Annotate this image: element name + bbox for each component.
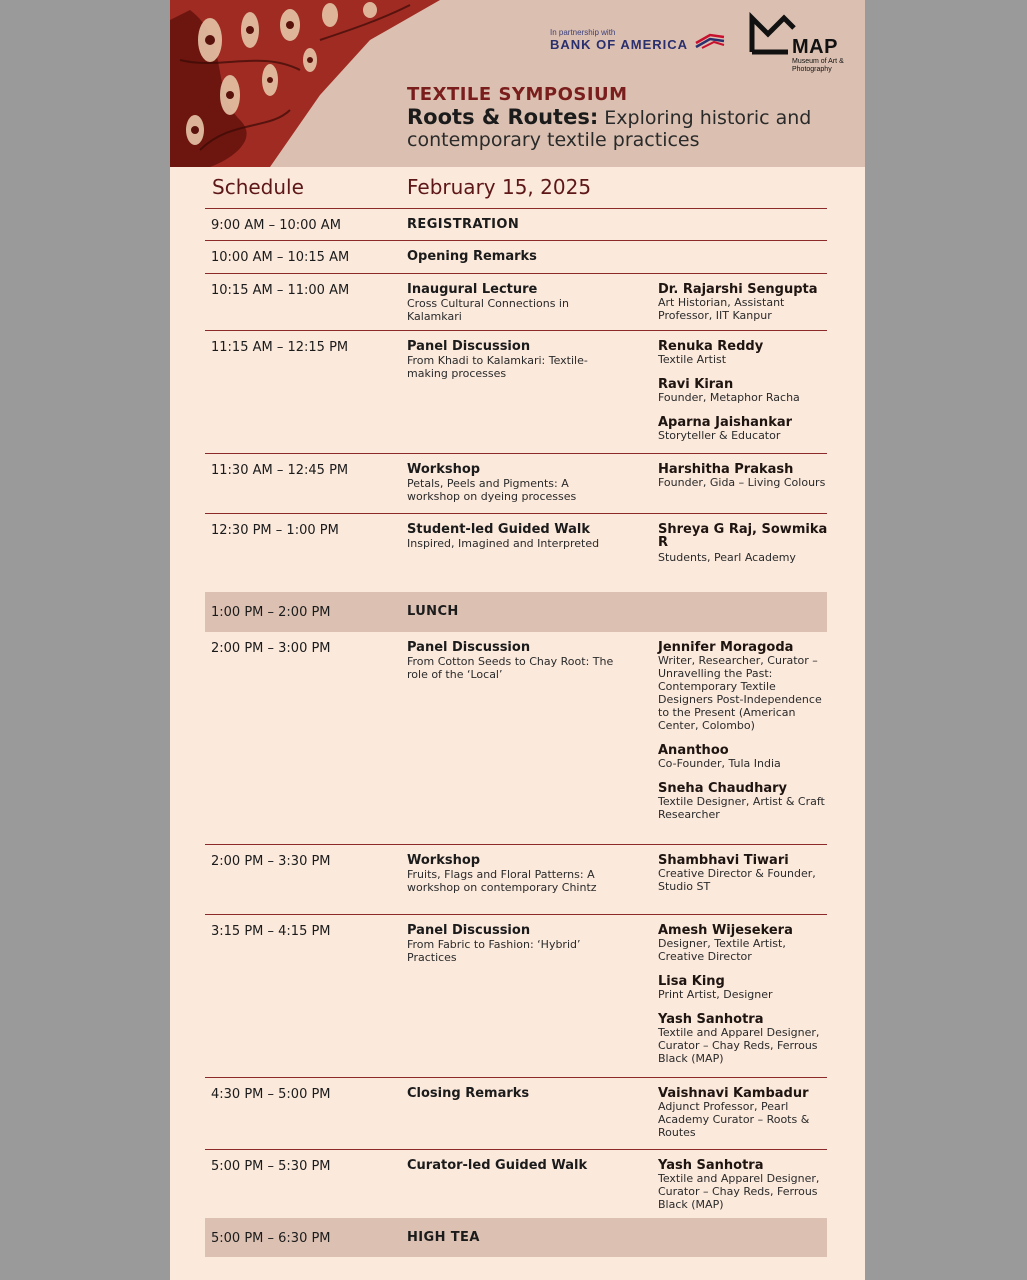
- session-title: Panel Discussion: [407, 640, 531, 655]
- speaker-name: Ananthoo: [658, 743, 729, 758]
- session-title: Curator-led Guided Walk: [407, 1158, 588, 1173]
- session-description: From Fabric to Fashion: ‘Hybrid’ Practices: [407, 938, 581, 964]
- speaker-list: [658, 924, 830, 1077]
- session-info: [407, 1231, 617, 1245]
- speaker: [658, 641, 830, 732]
- speaker-role: Print Artist, Designer: [658, 988, 773, 1001]
- speaker-list: [658, 340, 830, 454]
- speaker-role: Art Historian, Assistant Professor, IIT Kanpur: [658, 296, 785, 322]
- speaker: [658, 340, 830, 366]
- schedule-row: [205, 1150, 827, 1218]
- speaker-list: [658, 463, 830, 501]
- speaker-role: Creative Director & Founder, Studio ST: [658, 867, 816, 893]
- speaker-name: Aparna Jaishankar: [658, 415, 793, 430]
- speaker-list: [658, 283, 830, 334]
- session-time: 5:00 PM – 5:30 PM: [211, 1159, 331, 1174]
- session-description: Cross Cultural Connections in Kalamkari: [407, 297, 569, 323]
- session-info: [407, 641, 617, 681]
- schedule-label: Schedule: [212, 175, 304, 199]
- speaker-role: Storyteller & Educator: [658, 429, 781, 442]
- speaker: [658, 744, 830, 770]
- session-time: 9:00 AM – 10:00 AM: [211, 218, 341, 233]
- session-title: Workshop: [407, 853, 481, 868]
- org-abbreviation: MAP: [792, 36, 838, 58]
- speaker-name: Yash Sanhotra: [658, 1012, 764, 1027]
- partner-prefix: In partnership with: [550, 28, 616, 37]
- session-info: [407, 218, 617, 232]
- session-title: Opening Remarks: [407, 249, 537, 264]
- row-divider: [205, 240, 827, 241]
- speaker-role: Founder, Metaphor Racha: [658, 391, 800, 404]
- row-divider: [205, 1149, 827, 1150]
- session-time: 3:15 PM – 4:15 PM: [211, 924, 331, 939]
- speaker-role: Co-Founder, Tula India: [658, 757, 781, 770]
- session-time: 10:00 AM – 10:15 AM: [211, 250, 350, 265]
- speaker: [658, 854, 830, 893]
- session-description: From Khadi to Kalamkari: Textile-making processes: [407, 354, 588, 380]
- session-title: Student-led Guided Walk: [407, 522, 591, 537]
- speaker-name: Amesh Wijesekera: [658, 923, 793, 938]
- row-divider: [205, 208, 827, 209]
- row-divider: [205, 1077, 827, 1078]
- session-info: [407, 1159, 617, 1173]
- schedule-row: [205, 274, 827, 331]
- speaker-name: Jennifer Moragoda: [658, 640, 794, 655]
- kalamkari-artwork: [170, 0, 440, 167]
- session-description: Fruits, Flags and Floral Patterns: A workshop on contemporary Chintz: [407, 868, 597, 894]
- session-title: Workshop: [407, 462, 481, 477]
- schedule-row: [205, 331, 827, 454]
- speaker-role: Students, Pearl Academy: [658, 551, 796, 564]
- speaker-role: Textile and Apparel Designer, Curator – Chay Reds, Ferrous Black (MAP): [658, 1026, 820, 1065]
- row-divider: [205, 513, 827, 514]
- speaker-list: [658, 523, 830, 576]
- session-info: [407, 854, 617, 894]
- speaker: [658, 924, 830, 963]
- session-info: [407, 340, 617, 380]
- row-divider: [205, 273, 827, 274]
- session-time: 11:15 AM – 12:15 PM: [211, 340, 349, 355]
- schedule-row: [205, 454, 827, 514]
- speaker-role: Textile and Apparel Designer, Curator – Chay Reds, Ferrous Black (MAP): [658, 1172, 820, 1211]
- bank-flag-icon: [694, 33, 726, 49]
- speaker-name: Shreya G Raj, Sowmika R: [658, 522, 828, 550]
- speaker-name: Yash Sanhotra: [658, 1158, 764, 1173]
- speaker: [658, 523, 830, 564]
- event-title: [407, 106, 847, 151]
- speaker-list: [658, 1159, 830, 1223]
- session-title: LUNCH: [407, 604, 459, 619]
- speaker: [658, 1087, 830, 1139]
- speaker-list: [658, 641, 830, 833]
- speaker-list: [658, 854, 830, 905]
- session-description: Petals, Peels and Pigments: A workshop on dyeing processes: [407, 477, 577, 503]
- session-description: From Cotton Seeds to Chay Root: The role of the ‘Local’: [407, 655, 614, 681]
- session-title: Panel Discussion: [407, 339, 531, 354]
- session-title: HIGH TEA: [407, 1230, 480, 1245]
- speaker-list: [658, 1087, 830, 1151]
- schedule-row: [205, 845, 827, 915]
- row-divider: [205, 844, 827, 845]
- symposium-poster: [170, 0, 865, 1280]
- session-info: [407, 924, 617, 964]
- event-title-rest: Exploring historic and contemporary textile practices: [407, 107, 812, 151]
- speaker-role: Textile Artist: [658, 353, 727, 366]
- schedule-row: [205, 915, 827, 1078]
- event-kicker: TEXTILE SYMPOSIUM: [407, 84, 628, 105]
- speaker-name: Lisa King: [658, 974, 725, 989]
- speaker-role: Writer, Researcher, Curator – Unravelling the Past: Contemporary Textile Designers Post-Independence to the Present (American Center, Colombo): [658, 654, 822, 732]
- speaker-name: Shambhavi Tiwari: [658, 853, 789, 868]
- poster-header: [170, 0, 865, 167]
- speaker: [658, 416, 830, 442]
- session-info: [407, 1087, 617, 1101]
- speaker-role: Designer, Textile Artist, Creative Director: [658, 937, 786, 963]
- session-time: 1:00 PM – 2:00 PM: [211, 605, 331, 620]
- speaker-name: Sneha Chaudhary: [658, 781, 788, 796]
- session-title: Closing Remarks: [407, 1086, 530, 1101]
- session-time: 11:30 AM – 12:45 PM: [211, 463, 349, 478]
- schedule-row: [205, 1218, 827, 1257]
- schedule-row: [205, 209, 827, 241]
- speaker: [658, 1159, 830, 1211]
- speaker-role: Textile Designer, Artist & Craft Researcher: [658, 795, 825, 821]
- schedule-row: [205, 632, 827, 845]
- session-time: 2:00 PM – 3:00 PM: [211, 641, 331, 656]
- session-time: 4:30 PM – 5:00 PM: [211, 1087, 331, 1102]
- speaker-name: Harshitha Prakash: [658, 462, 794, 477]
- schedule-row: [205, 241, 827, 274]
- row-divider: [205, 914, 827, 915]
- session-time: 12:30 PM – 1:00 PM: [211, 523, 339, 538]
- session-info: [407, 250, 617, 264]
- schedule-date: February 15, 2025: [407, 175, 592, 199]
- session-info: [407, 283, 617, 323]
- session-time: 5:00 PM – 6:30 PM: [211, 1231, 331, 1246]
- session-info: [407, 463, 617, 503]
- session-title: REGISTRATION: [407, 217, 520, 232]
- schedule-row: [205, 592, 827, 632]
- session-info: [407, 605, 617, 619]
- schedule-row: [205, 514, 827, 592]
- speaker-name: Renuka Reddy: [658, 339, 764, 354]
- speaker-name: Dr. Rajarshi Sengupta: [658, 282, 818, 297]
- speaker: [658, 1013, 830, 1065]
- speaker: [658, 378, 830, 404]
- session-title: Panel Discussion: [407, 923, 531, 938]
- session-description: Inspired, Imagined and Interpreted: [407, 537, 600, 550]
- session-title: Inaugural Lecture: [407, 282, 538, 297]
- session-info: [407, 523, 617, 550]
- map-logo-icon: [748, 12, 798, 56]
- row-divider: [205, 453, 827, 454]
- speaker: [658, 283, 830, 322]
- speaker: [658, 975, 830, 1001]
- speaker-role: Adjunct Professor, Pearl Academy Curator – Roots & Routes: [658, 1100, 810, 1139]
- speaker-role: Founder, Gida – Living Colours: [658, 476, 826, 489]
- schedule-row: [205, 1078, 827, 1150]
- speaker-name: Ravi Kiran: [658, 377, 734, 392]
- speaker: [658, 782, 830, 821]
- partner-name: BANK OF AMERICA: [550, 37, 689, 52]
- event-title-strong: Roots & Routes:: [407, 105, 599, 129]
- speaker-name: Vaishnavi Kambadur: [658, 1086, 809, 1101]
- session-time: 10:15 AM – 11:00 AM: [211, 283, 350, 298]
- org-full-name: Museum of Art & Photography: [792, 58, 844, 73]
- session-time: 2:00 PM – 3:30 PM: [211, 854, 331, 869]
- row-divider: [205, 330, 827, 331]
- speaker: [658, 463, 830, 489]
